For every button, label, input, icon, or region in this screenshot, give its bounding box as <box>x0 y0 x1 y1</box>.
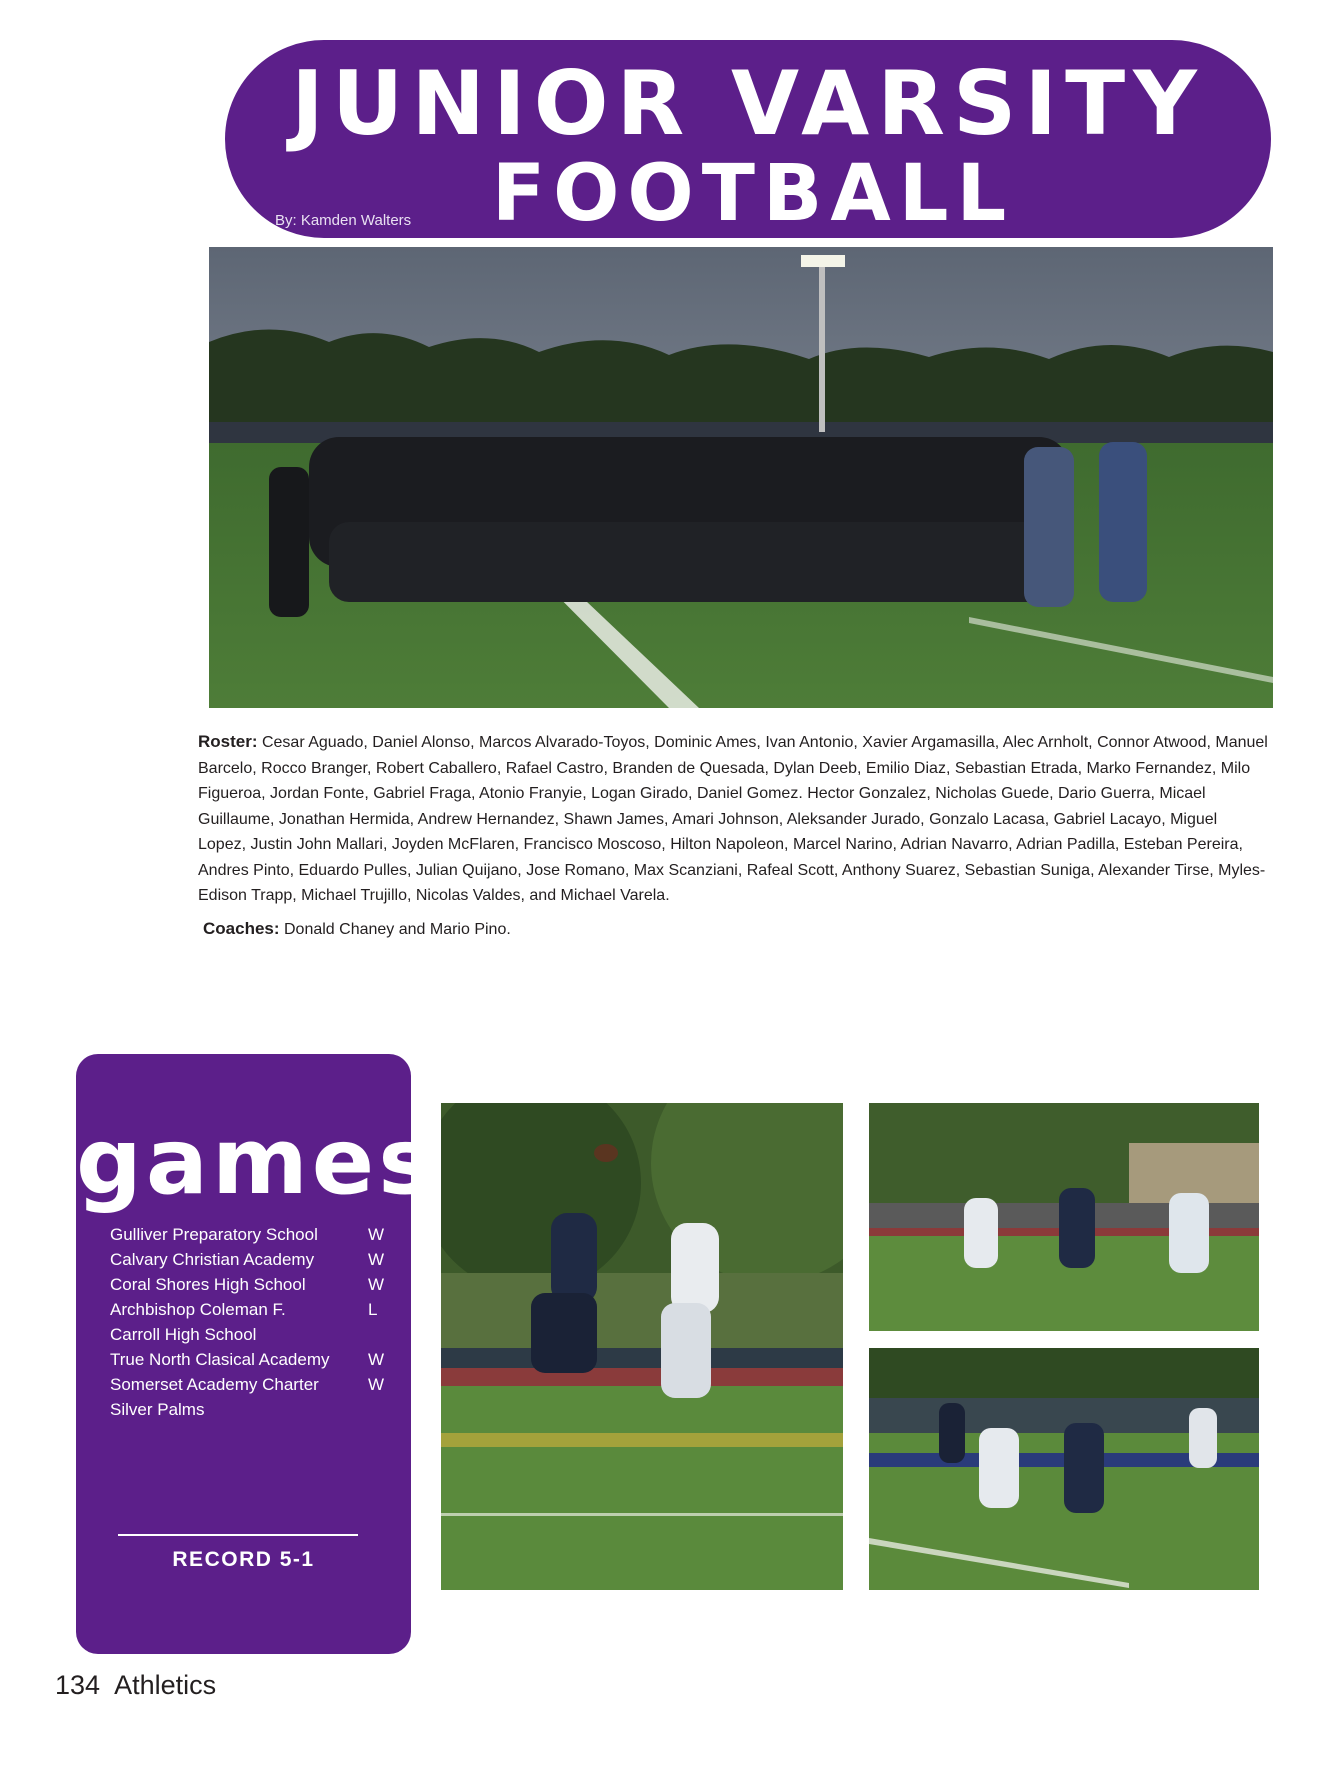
games-panel <box>76 1054 437 1654</box>
divider <box>118 1534 358 1536</box>
game-row <box>110 1397 400 1422</box>
roster-names: Cesar Aguado, Daniel Alonso, Marcos Alvarado-Toyos, Dominic Ames, Ivan Antonio, Xavier Argamasilla, Alec Arnholt, Connor Atwood, Manuel Barcelo, Rocco Branger, Robert Caballero, Rafael Castro, Branden de Quesada, Dylan Deeb, Emilio Diaz, Sebastian Etrada, Marko Fernandez, Milo Figueroa, Jordan Fonte, Gabriel Fraga, Atonio Franyie, Logan Girado, Daniel Gomez. Hector Gonzalez, Nicholas Guede, Dario Guerra, Micael Guillaume, Jonathan Hermida, Andrew Hernandez, Shawn James, Amari Johnson, Aleksander Jurado, Gonzalo Lacasa, Gabriel Lacayo, Miguel Lopez, Justin John Mallari, Joyden McFlaren, Francisco Moscoso, Hilton Napoleon, Marcel Narino, Adrian Navarro, Adrian Padilla, Esteban Pereira, Andres Pinto, Eduardo Pulles, Julian Quijano, Jose Romano, Max Scanziani, Rafeal Scott, Anthony Suarez, Sebastian Suniga, Alexander Tirse, Myles-Edison Trapp, Michael Trujillo, Nicolas Valdes, and Michael Varela. <box>198 734 1268 904</box>
game-result <box>368 1322 398 1347</box>
roster-paragraph <box>198 729 1268 909</box>
game-opponent: True North Clasical Academy <box>110 1350 330 1369</box>
game-result: W <box>368 1225 385 1244</box>
game-row <box>110 1222 400 1247</box>
game-opponent: Carroll High School <box>110 1325 257 1344</box>
page-title-line1: JUNIOR VARSITY <box>291 52 1205 155</box>
games-list <box>110 1222 400 1422</box>
game-row <box>110 1297 400 1322</box>
page-title-line2: FOOTBALL <box>491 149 1015 239</box>
game-opponent: Archbishop Coleman F. <box>110 1300 286 1319</box>
game-opponent: Calvary Christian Academy <box>110 1250 315 1269</box>
coaches-label: Coaches: <box>203 919 280 938</box>
game-result <box>368 1397 398 1422</box>
game-row <box>110 1372 400 1397</box>
title-banner <box>222 37 1274 241</box>
game-row <box>110 1347 400 1372</box>
game-result: W <box>368 1350 385 1369</box>
action-photo-run <box>869 1103 1259 1331</box>
action-photo-catch-image <box>441 1103 843 1590</box>
roster-label: Roster: <box>198 732 258 751</box>
game-row <box>110 1272 400 1297</box>
action-photo-catch <box>441 1103 843 1590</box>
byline: By: Kamden Walters <box>275 212 412 229</box>
games-heading: games <box>76 1108 437 1215</box>
game-result: W <box>368 1250 385 1269</box>
game-row <box>110 1247 400 1272</box>
game-result: L <box>368 1300 378 1319</box>
season-record: RECORD 5-1 <box>172 1548 315 1571</box>
page-number: 134 <box>55 1670 101 1700</box>
game-opponent: Silver Palms <box>110 1400 205 1419</box>
game-opponent: Gulliver Preparatory School <box>110 1225 318 1244</box>
game-result: W <box>368 1375 385 1394</box>
team-photo-image <box>209 247 1273 708</box>
action-photo-tackle-image <box>869 1348 1259 1590</box>
page-footer <box>55 1670 216 1701</box>
team-photo <box>209 247 1273 708</box>
action-photo-run-image <box>869 1103 1259 1331</box>
game-row <box>110 1322 400 1347</box>
game-opponent: Somerset Academy Charter <box>110 1375 319 1394</box>
game-result: W <box>368 1275 385 1294</box>
game-opponent: Coral Shores High School <box>110 1275 306 1294</box>
section-name: Athletics <box>114 1670 217 1700</box>
coaches-names: Donald Chaney and Mario Pino. <box>283 921 511 938</box>
action-photo-tackle <box>869 1348 1259 1590</box>
coaches-paragraph <box>203 919 1003 939</box>
